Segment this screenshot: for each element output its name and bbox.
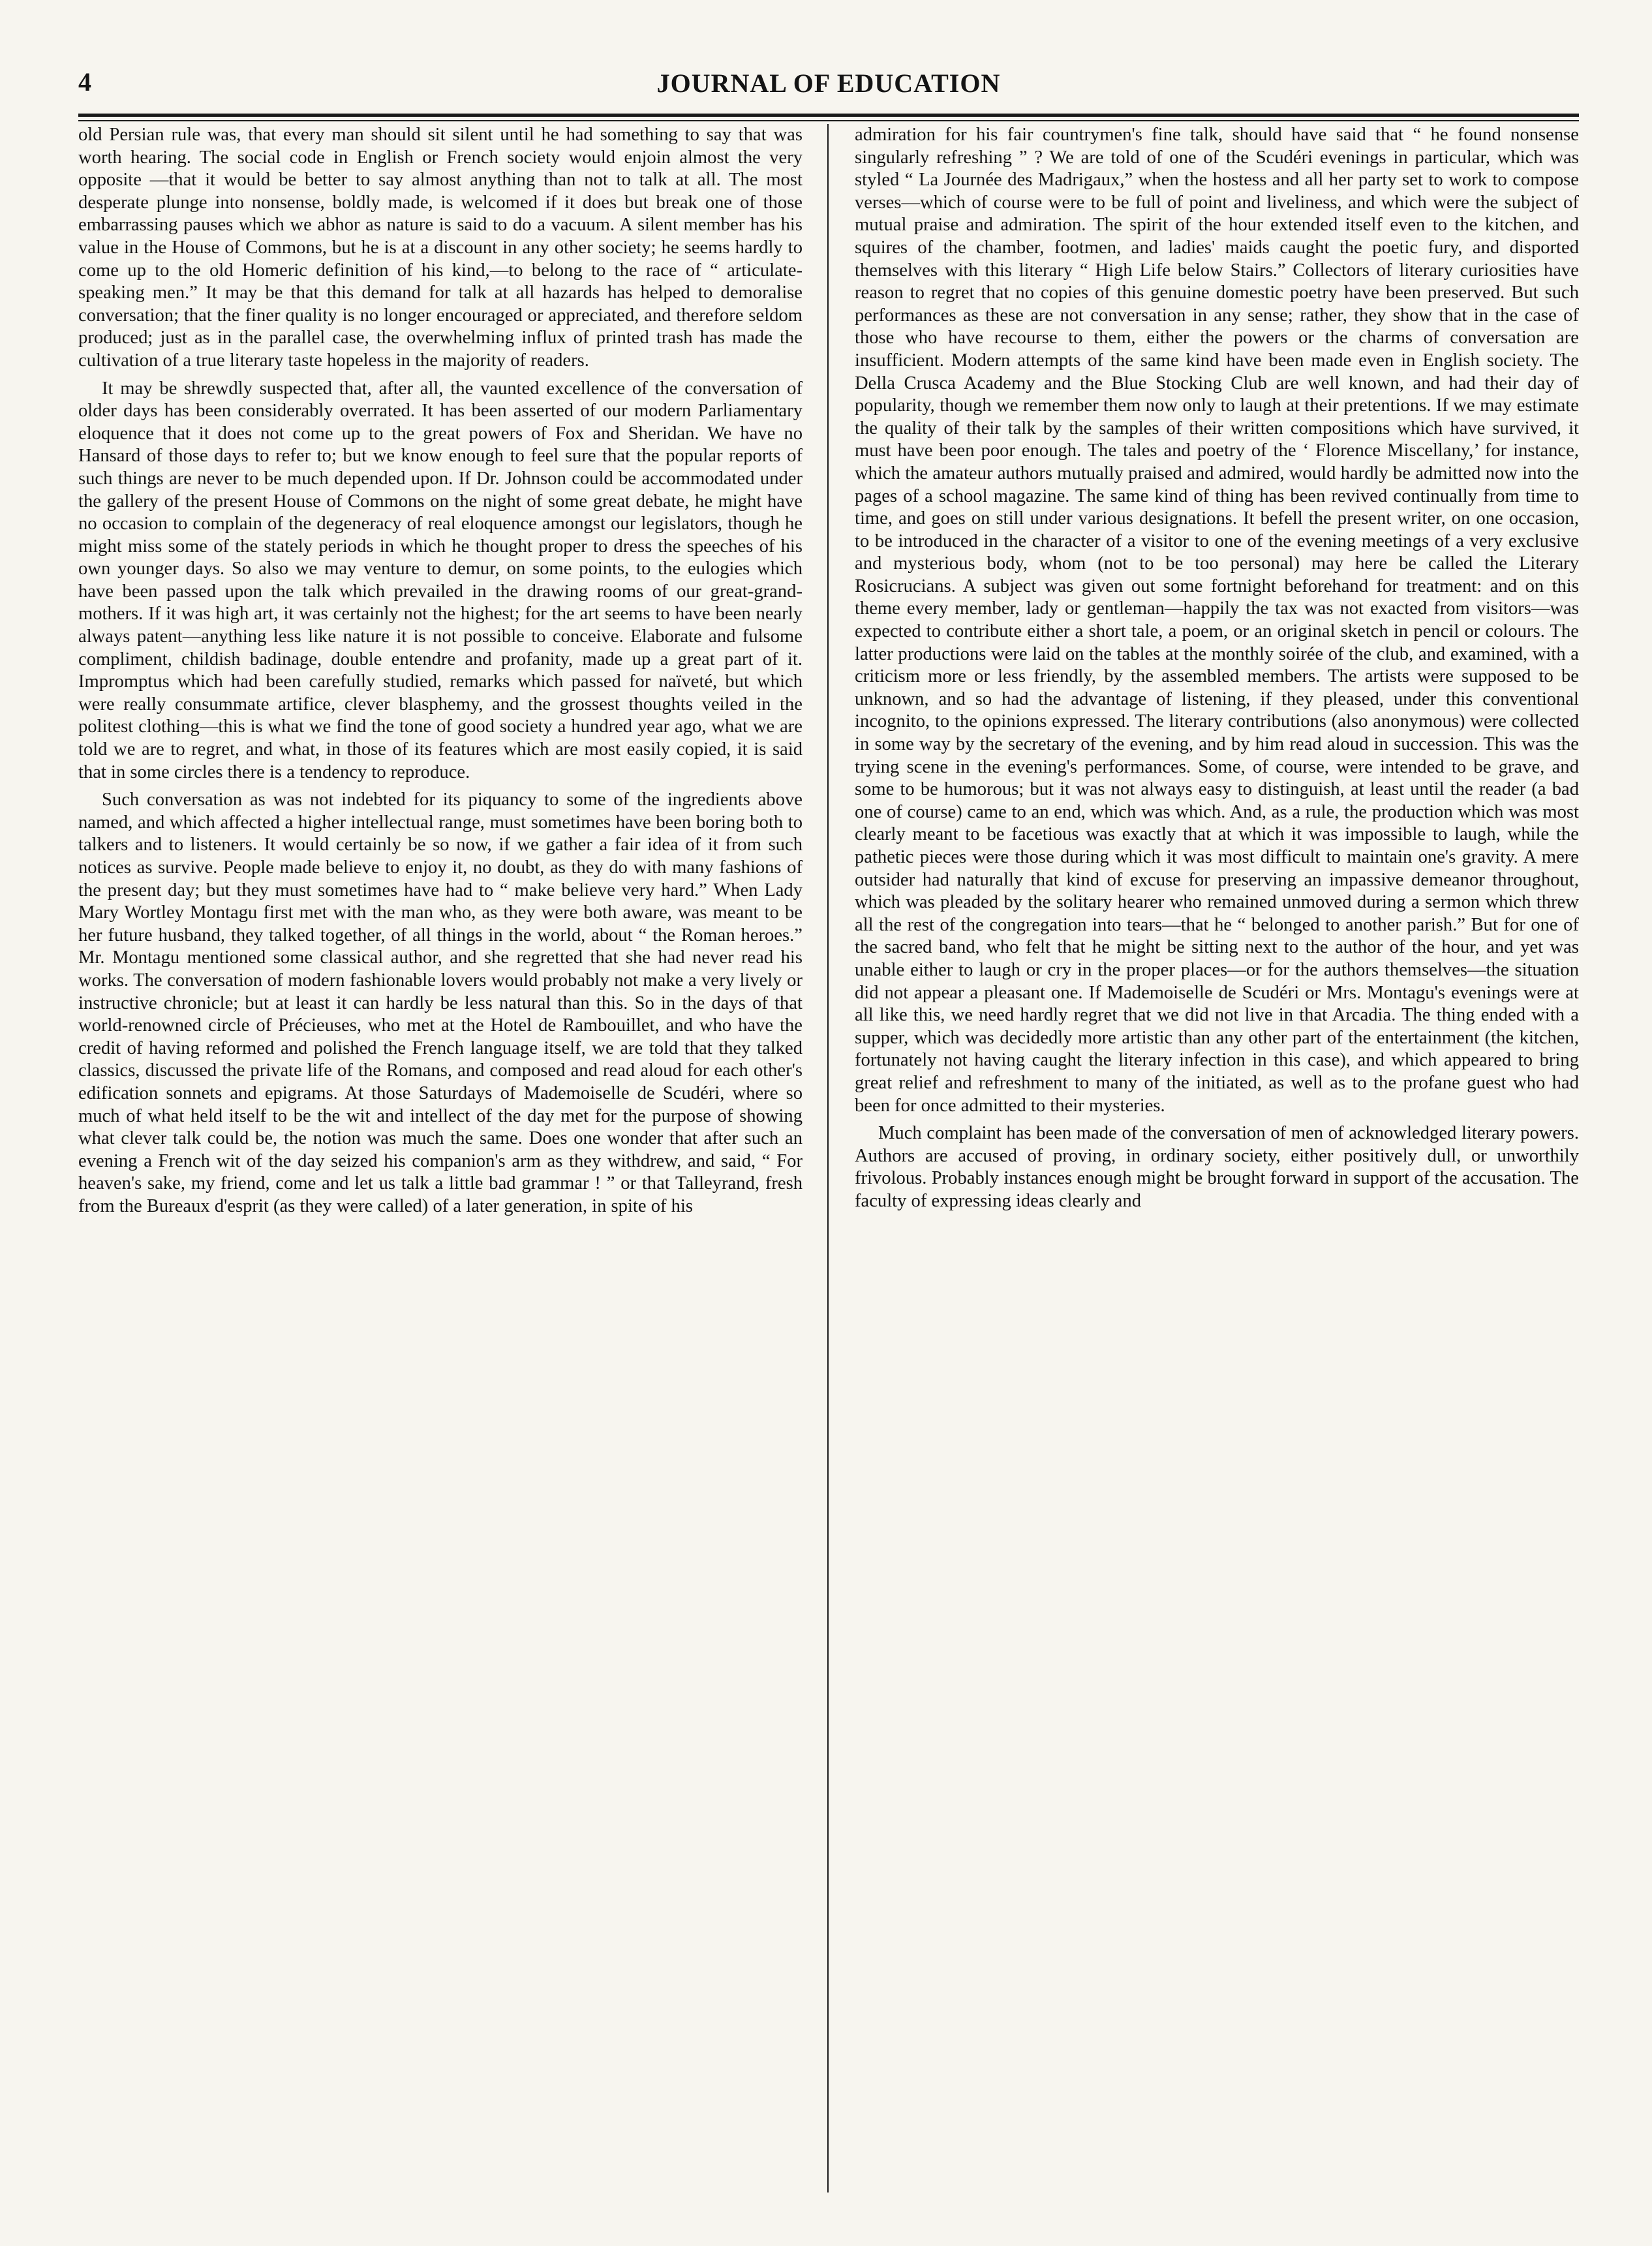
- left-paragraph-3: Such conversation as was not indebted for its piquancy to some of the ingredients above named, and which affected a higher intellectual range, must sometimes have been boring both to talkers and to listeners. It would certainly be so now, if we gather a fair idea of it from such notices as survive. People made believe to enjoy it, no doubt, as they do with many fashions of the present day; but they must sometimes have had to “ make believe very hard.” When Lady Mary Wortley Montagu first met with the man who, as they were both aware, was meant to be her future husband, they talked together, of all things in the world, about “ the Roman heroes.” Mr. Montagu mentioned some classical author, and she regretted that she had never read his works. The conversation of modern fashionable lovers would probably not make a very lively or instructive chronicle; but at least it can hardly be less natural than this. So in the days of that world-renowned circle of Précieuses, who met at the Hotel de Rambouillet, and who have the credit of having reformed and polished the French language itself, we are told that they talked classics, discussed the private life of the Romans, and composed and read aloud for each other's edification sonnets and epigrams. At those Saturdays of Mademoiselle de Scudéri, where so much of what held itself to be the wit and intellect of the day met for the purpose of showing what clever talk could be, the notion was much the same. Does one wonder that after such an evening a French wit of the day seized his companion's arm as they withdrew, and said, “ For heaven's sake, my friend, come and let us talk a little bad grammar ! ” or that Talleyrand, fresh from the Bureaux d'esprit (as they were called) of a later generation, in spite of his: [78, 790, 803, 1216]
- header-rule: [78, 114, 1579, 121]
- journal-title: JOURNAL OF EDUCATION: [656, 69, 1001, 98]
- page-number: 4: [78, 67, 91, 97]
- journal-page: [78, 65, 1579, 2199]
- left-paragraph-2: It may be shrewdly suspected that, after all, the vaunted excellence of the conversation of older days has been considerably overrated. It has been asserted of our modern Parliamentary eloquence that it does not come up to the great powers of Fox and Sheridan. We have no Hansard of those days to refer to; but we know enough to feel sure that the popular reports of such things are never to be much depended upon. If Dr. Johnson could be accommodated under the gallery of the present House of Commons on the night of some great debate, he might have no occasion to complain of the degeneracy of real eloquence amongst our legislators, though he might miss some of the stately periods in which he thought proper to dress the speeches of his own younger days. So also we may venture to demur, on some points, to the eulogies which have been passed upon the talk which prevailed in the drawing rooms of our great-grand-mothers. If it was high art, it was certainly not the highest; for the art seems to have been nearly always patent—anything less like nature it is not possible to conceive. Elaborate and fulsome compliment, childish badinage, double entendre and profanity, made up a great part of it. Impromptus which had been carefully studied, remarks which passed for naïveté, but which were really consummate artifice, clever blasphemy, and the grossest thoughts veiled in the politest clothing—this is what we find the tone of good society a hundred year ago, what we are told we are to regret, and what, in those of its features which are most easily copied, it is said that in some circles there is a tendency to reproduce.: [78, 378, 803, 782]
- running-head: [78, 65, 1579, 104]
- right-paragraph-1: admiration for his fair countrymen's fine talk, should have said that “ he found nonsense singularly refreshing ” ? We are told of one of the Scudéri evenings in particular, which was styled “ La Journée des Madrigaux,” when the hostess and all her party set to work to compose verses—which of course were to be full of point and liveliness, and which were the subject of mutual praise and admiration. The spirit of the hour extended itself even to the kitchen, and squires of the chamber, footmen, and ladies' maids caught the poetic fury, and disported themselves with this literary “ High Life below Stairs.” Collectors of literary curiosities have reason to regret that no copies of this genuine domestic poetry have been preserved. But such performances as these are not conversation in any sense; rather, they show that in the case of those who have recourse to them, either the powers or the charms of conversation are insufficient. Modern attempts of the same kind have been made even in English society. The Della Crusca Academy and the Blue Stocking Club are well known, and had their day of popularity, though we remember them now only to laugh at their pretentions. If we may estimate the quality of their talk by the samples of their written compositions which have survived, it must have been poor enough. The tales and poetry of the ‘ Florence Miscellany,’ for instance, which the amateur authors mutually praised and admired, would hardly be admitted now into the pages of a school magazine. The same kind of thing has been revived continually from time to time, and goes on still under various designations. It befell the present writer, on one occasion, to be introduced in the character of a visitor to one of the evening meetings of a very exclusive and mysterious body, whom (not to be too personal) may here be called the Literary Rosicrucians. A subject was given out some fortnight beforehand for treatment: and on this theme every member, lady or gentleman—happily the tax was not exacted from visitors—was expected to contribute either a short tale, a poem, or an original sketch in pencil or colours. The latter productions were laid on the tables at the monthly soirée of the club, and examined, with a criticism more or less friendly, by the assembled members. The artists were supposed to be unknown, and so had the advantage of listening, if they pleased, under this conventional incognito, to the opinions expressed. The literary contributions (also anonymous) were collected in some way by the secretary of the evening, and by him read aloud in succession. This was the trying scene in the evening's performances. Some, of course, were intended to be grave, and some to be humorous; but it was not always easy to distinguish, at least until the reader (a bad one of course) came to an end, which was which. And, as a rule, the production which was most clearly meant to be facetious was exactly that at which it was impossible to laugh, while the pathetic pieces were those during which it was most difficult to maintain one's gravity. A mere outsider had naturally that kind of excuse for preserving an impassive demeanor throughout, which was pleaded by the solitary hearer who remained unmoved during a sermon which threw all the rest of the congregation into tears—that he “ belonged to another parish.” But for one of the sacred band, who felt that he might be sitting next to the author of the hour, and yet was unable either to laugh or cry in the proper places—or for the authors themselves—the situation did not appear a pleasant one. If Mademoiselle de Scudéri or Mrs. Montagu's evenings were at all like this, we need hardly regret that we did not live in that Arcadia. The thing ended with a supper, which was decidedly more artistic than any other part of the entertainment (the kitchen, fortunately not having caught the literary infection in this case), and which appeared to bring great relief and refreshment to many of the initiated, as well as to the profane guest who had been for once admitted to their mysteries.: [855, 125, 1579, 1116]
- right-column: [855, 124, 1579, 2192]
- left-column: [78, 124, 803, 2192]
- article-columns: [78, 124, 1579, 2192]
- left-paragraph-1: old Persian rule was, that every man should sit silent until he had something to say that was worth hearing. The social code in English or French society would enjoin almost the very opposite —that it would be better to say almost anything than not to talk at all. The most desperate plunge into nonsense, boldly made, is welcomed if it does but break one of those embarrassing pauses which we abhor as nature is said to do a vacuum. A silent member has his value in the House of Commons, but he is at a discount in any other society; he seems hardly to come up to the old Homeric definition of his kind,—to belong to the race of “ articulate-speaking men.” It may be that this demand for talk at all hazards has helped to demoralise conversation; that the finer quality is no longer encouraged or appreciated, and therefore seldom produced; just as in the parallel case, the overwhelming influx of printed trash has made the cultivation of a true literary taste hopeless in the majority of readers.: [78, 125, 803, 371]
- right-paragraph-2: Much complaint has been made of the conversation of men of acknowledged literary powers. Authors are accused of proving, in ordinary society, either positively dull, or unworthily frivolous. Probably instances enough might be brought forward in support of the accusation. The faculty of expressing ideas clearly and: [855, 1123, 1579, 1211]
- column-divider: [827, 124, 829, 2192]
